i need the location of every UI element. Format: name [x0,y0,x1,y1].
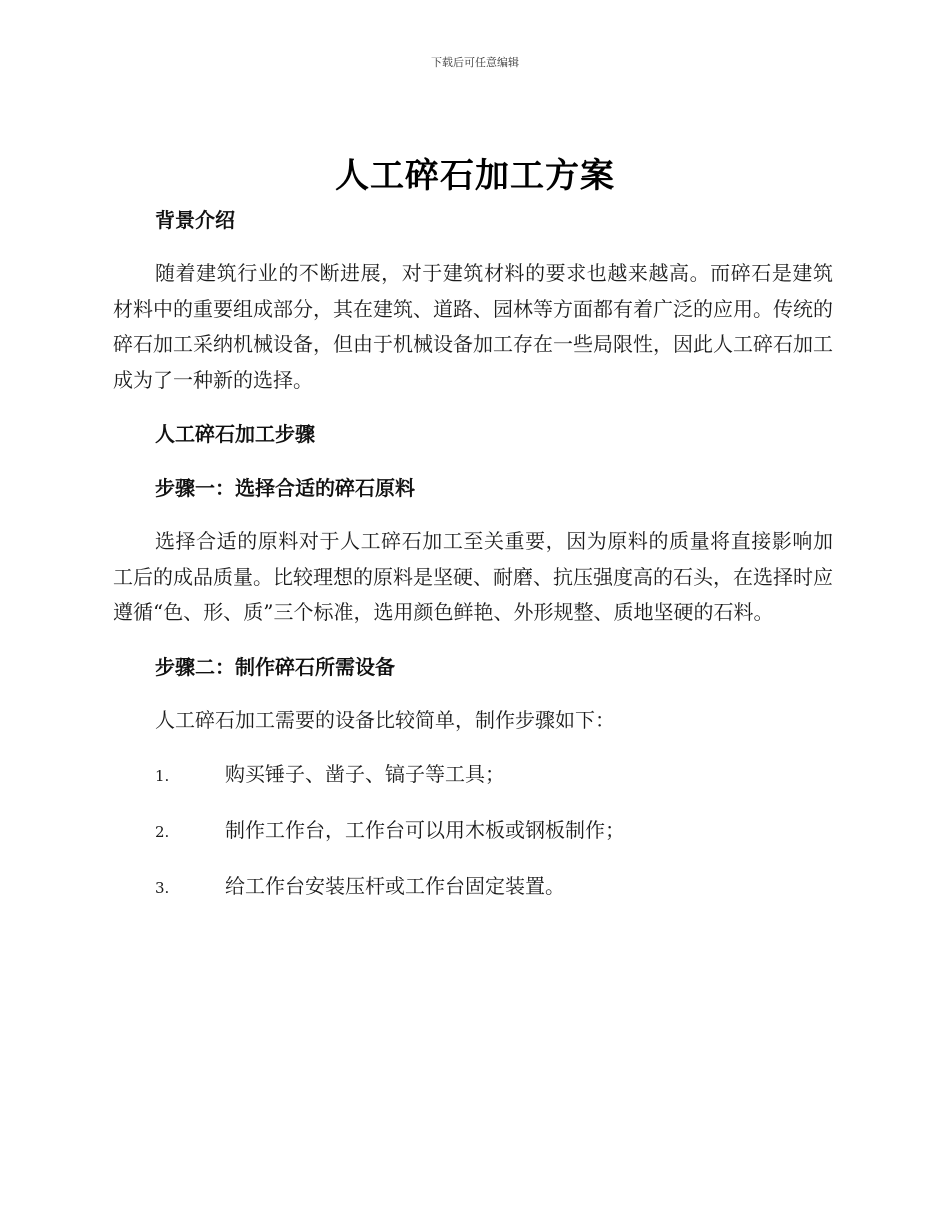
paragraph-background: 随着建筑行业的不断进展，对于建筑材料的要求也越来越高。而碎石是建筑材料中的重要组成部分，其在建筑、道路、园林等方面都有着广泛的应用。传统的碎石加工采纳机械设备，但由于机械设备加工存在一些局限性，因此人工碎石加工成为了一种新的选择。 [113,261,833,392]
list-item [113,812,833,850]
list-item-number: 2. [155,823,170,841]
list-item-number: 3. [155,879,170,897]
paragraph-step1: 选择合适的原料对于人工碎石加工至关重要，因为原料的质量将直接影响加工后的成品质量。比较理想的原料是坚硬、耐磨、抗压强度高的石头，在选择时应遵循“色、形、质”三个标准，选用颜色鲜艳、外形规整、质地坚硬的石料。 [113,529,833,624]
document-body [113,202,833,906]
heading-step1: 步骤一：选择合适的碎石原料 [155,476,415,500]
list-item-text: 购买锤子、凿子、镐子等工具； [225,762,505,786]
paragraph-step2: 人工碎石加工需要的设备比较简单，制作步骤如下： [155,707,615,732]
list-item-text: 给工作台安装压杆或工作台固定装置。 [225,874,565,898]
list-item-text: 制作工作台，工作台可以用木板或钢板制作； [225,818,625,842]
page-header-note: 下载后可任意编辑 [431,56,519,69]
list-item-number: 1. [155,767,170,785]
document-title: 人工碎石加工方案 [335,156,615,196]
list-item [113,756,833,794]
heading-steps: 人工碎石加工步骤 [155,422,315,446]
list-item [113,868,833,906]
heading-background: 背景介绍 [155,208,235,232]
heading-step2: 步骤二：制作碎石所需设备 [155,654,395,679]
